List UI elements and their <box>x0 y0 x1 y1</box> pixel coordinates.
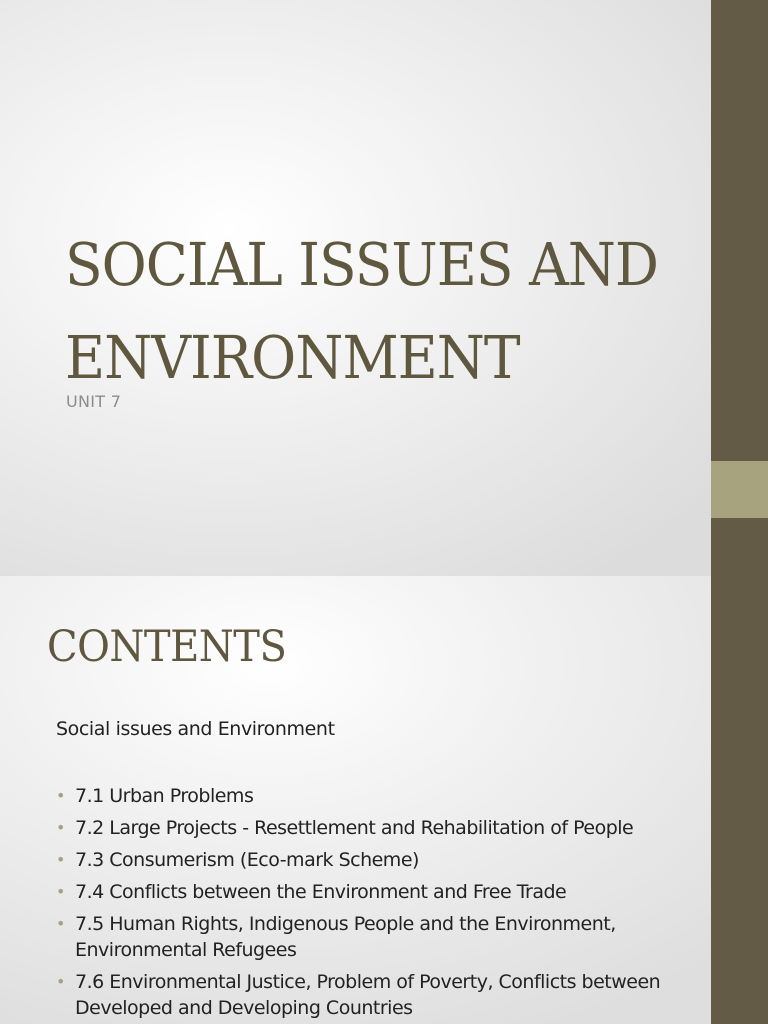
topic-text: 7.3 Consumerism (Eco-mark Scheme) <box>75 849 419 871</box>
topic-text: 7.1 Urban Problems <box>75 785 254 807</box>
list-item <box>56 847 666 873</box>
topic-text: 7.6 Environmental Justice, Problem of Poverty, Conflicts between Developed and Developing Countries <box>75 971 661 1019</box>
list-item <box>56 783 666 809</box>
topic-text: 7.2 Large Projects - Resettlement and Rehabilitation of People <box>75 817 634 839</box>
list-item <box>56 879 666 905</box>
bullet-icon: • <box>56 818 65 837</box>
slide-title: SOCIAL ISSUES AND ENVIRONMENT <box>65 229 659 392</box>
bullet-icon: • <box>56 850 65 869</box>
contents-slide <box>0 576 768 1024</box>
list-item <box>56 969 666 1021</box>
list-item <box>56 911 666 963</box>
list-item <box>56 815 666 841</box>
contents-intro: Social issues and Environment <box>56 718 335 740</box>
slide-subtitle: UNIT 7 <box>66 392 122 411</box>
contents-heading: CONTENTS <box>47 622 287 672</box>
topic-text: 7.4 Conflicts between the Environment and Free Trade <box>75 881 567 903</box>
bullet-icon: • <box>56 914 65 933</box>
topic-text: 7.5 Human Rights, Indigenous People and the Environment, Environmental Refugees <box>75 913 616 961</box>
topic-list <box>56 783 666 1024</box>
bullet-icon: • <box>56 882 65 901</box>
side-accent-block <box>711 461 768 518</box>
bullet-icon: • <box>56 972 65 991</box>
bullet-icon: • <box>56 786 65 805</box>
